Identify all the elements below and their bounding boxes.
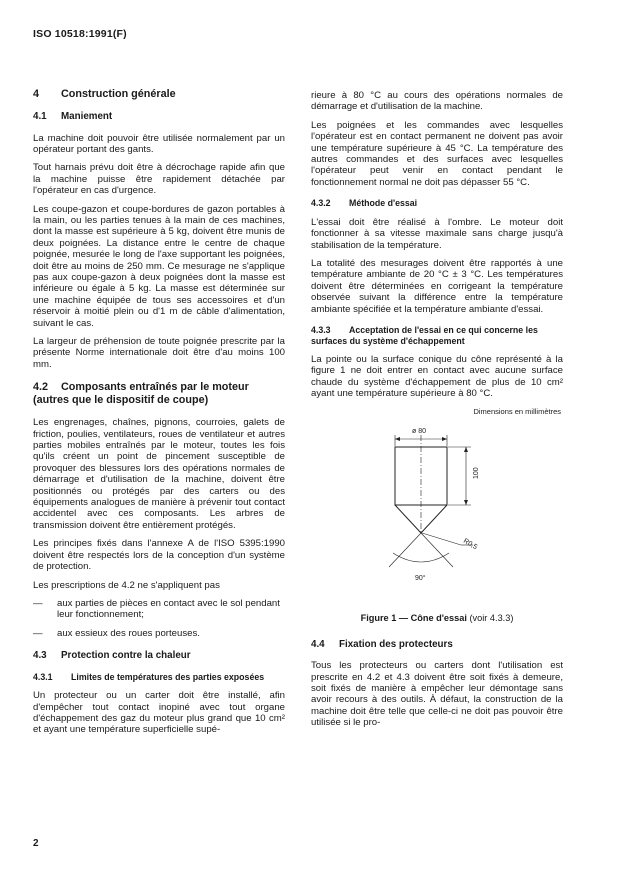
angle-label: 90°	[415, 574, 426, 582]
paragraph: Tout harnais prévu doit être à décrochage rapide afin que la machine puisse être rapidement détachée par l'opérateur en cas d'urgence.	[33, 162, 285, 197]
paragraph: Tous les protecteurs ou carters dont l'utilisation est prescrite en 4.2 et 4.3 doivent être soit fixés à demeure, soit fixés de manière à empêcher leur démontage sans avoir recours à des outils. À défaut, la construction de la machine doit être telle que celle-ci ne doit pas pouvoir être utilisée si le pro-	[311, 660, 563, 729]
angle-arc	[393, 553, 449, 562]
paragraph: La largeur de préhension de toute poignée prescrite par la présente Norme internationale doit être d'au moins 100 mm.	[33, 336, 285, 370]
section-4-3-1-heading: 4.3.1 Limites de températures des parties exposées	[33, 671, 265, 682]
figure-caption: Figure 1 — Cône d'essai (voir 4.3.3)	[360, 612, 514, 623]
paragraph: Les principes fixés dans l'annexe A de l'ISO 5395:1990 doivent être respectés lors de la conception d'un système de protection.	[33, 538, 285, 573]
section-4-3-3-heading: 4.3.3 Acceptation de l'essai en ce qui concerne les surfaces du système d'échappement	[311, 325, 538, 346]
section-4-1-heading: 4.1 Maniement	[33, 111, 113, 122]
left-column	[33, 84, 285, 743]
radius-leader-line	[422, 533, 461, 545]
section-4-2-heading: 4.2 Composants entraînés par le moteur (autres que le dispositif de coupe)	[33, 381, 249, 407]
section-4-3-2-heading: 4.3.2 Méthode d'essai	[311, 198, 418, 209]
section-4-heading: 4 Construction générale	[33, 88, 176, 100]
list-item: — aux essieux des roues porteuses.	[33, 627, 200, 639]
paragraph: Un protecteur ou un carter doit être installé, afin d'empêcher tout contact inopiné avec tout organe d'échappement des gaz du moteur plus grand que 10 cm² et ayant une température superficielle supé-	[33, 690, 285, 736]
section-4-4-heading: 4.4 Fixation des protecteurs	[311, 638, 453, 650]
radius-label: R0,5	[462, 537, 479, 551]
figure-1	[311, 407, 563, 607]
paragraph: L'essai doit être réalisé à l'ombre. Le moteur doit fonctionner à sa vitesse maximale sans charge jusqu'à stabilisation de la température.	[311, 216, 563, 251]
paragraph: La pointe ou la surface conique du cône représenté à la figure 1 ne doit entrer en contact avec aucune surface chaude du système d'échappement de plus de 10 cm² ayant une température supérieure à 80 °C.	[311, 354, 563, 400]
diameter-label: ø 80	[412, 427, 427, 435]
section-4-3-heading: 4.3 Protection contre la chaleur	[33, 650, 191, 662]
paragraph: Les coupe-gazon et coupe-bordures de gazon portables à la main, ou les parties tenues à la main de ces machines, dont la masse est supérieure à 5 kg, doivent être munis de deux poignées. La distance entre le centre de chaque poignée, mesurée le long de l'axe supportant les poignées, doit être au moins de 250 mm. Ce mesurage ne s'applique pas aux coupe-gazon à deux poignées dont la masse est inférieure ou égale à 5 kg. La masse est déterminée sur une machine équipée de tous ses accessoires et d'un réservoir à moitié plein ou d'1 m de câble d'alimentation, suivant le cas.	[33, 203, 285, 329]
right-column	[311, 90, 563, 736]
page-number: 2	[33, 838, 39, 849]
height-label: 100	[473, 466, 480, 479]
test-cone-drawing	[311, 421, 563, 601]
paragraph: La totalité des mesurages doivent être rapportés à une température ambiante de 20 °C ± 3 °C. Les températures doivent être déterminées en corrigeant la température observée suivant la différence entre la température ambiante spécifiée et la température ambiante d'essai.	[311, 257, 563, 315]
figure-units-note: Dimensions en millimètres	[473, 406, 561, 416]
document-id: ISO 10518:1991(F)	[33, 28, 127, 40]
paragraph: Les prescriptions de 4.2 ne s'appliquent pas	[33, 579, 220, 591]
paragraph: Les poignées et les commandes avec lesquelles l'opérateur est en contact permanent ne doivent pas avoir une température supérieure à 45 °C. La température des autres commandes et des surfaces avec lesquelles l'opérateur peut venir en contact pendant le fonctionnement normal ne doit pas dépasser 55 °C.	[311, 119, 563, 188]
paragraph: La machine doit pouvoir être utilisée normalement par un opérateur portant des gants.	[33, 132, 285, 155]
paragraph: rieure à 80 °C au cours des opérations normales de démarrage et d'utilisation de la machine.	[311, 90, 563, 113]
paragraph: Les engrenages, chaînes, pignons, courroies, galets de friction, poulies, ventilateurs, roues de ventilateur et autres parties mobiles entraînés par le moteur, toutes les fois qu'ils créent un point de pincement susceptible de provoquer des blessures lors des opérations normales de démarrage et d'utilisation de la machine, doivent être positionnés ou protégés par des carters ou des équipements analogues de manière à prévenir tout contact accidentel avec ces composants. Les arbres de transmission doivent être entièrement protégés.	[33, 417, 285, 531]
list-item: — aux parties de pièces en contact avec le sol pendant leur fonctionnement;	[33, 597, 280, 621]
